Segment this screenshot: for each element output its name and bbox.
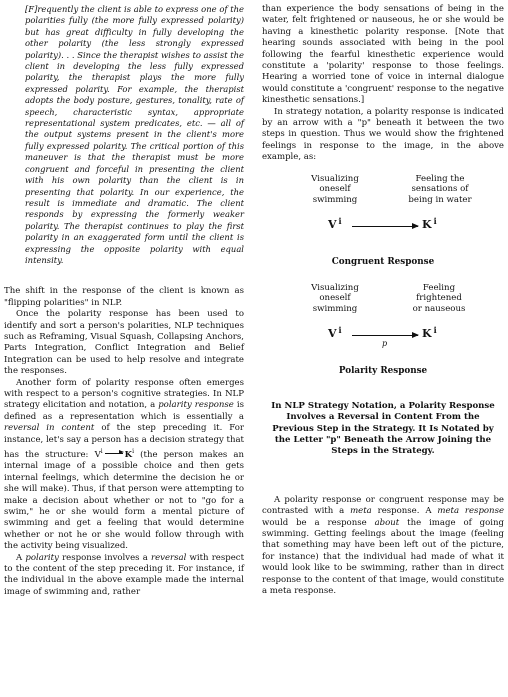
diagram1-right-label: Feeling the sensations of being in water <box>408 173 472 205</box>
paragraph-cognitive-strategies: Another form of polarity response often emerges with respect to a person's cognitive strategies. In NLP strategy elicitation and notation, a polarity response is defined as a representation which is essentially a reversal in content of the step preceding it. For instance, let's say a person has a decision strategy that has the structure: $V^i$ $K^i$ (the person makes an internal image of a possible choice and then gets internal feelings, which determine the decision he or she will make). Thus, if that person were attempting to make a decision about whether or not to "go for a swim," he or she would form a mental picture of swimming and get a feeling that would determine whether or not he or she would follow through with the activity being visualized. <box>4 377 245 552</box>
paragraph-kinesthetic-polarity: than experience the body sensations of being in the water, felt frightened or nauseous, he or she would be having a kinesthetic polarity response. [Note that hearing sounds associated with being in the pool following the fearful kinesthetic experience would constitute a 'polarity' response to those feelings. Hearing a worried tone of voice in internal dialogue would constitute a 'congruent' response to the negative kinesthetic sensations.] <box>262 4 504 106</box>
paragraph-techniques: Once the polarity response has been used to identify and sort a person's polarities, NLP techniques such as Reframing, Visual Squash, Collapsing Anchors, Parts Integration, Conflict Integration and Belief Integration can be used to help resolve and integrate the responses. <box>4 309 244 377</box>
block-quote: [F]requently the client is able to express one of the polarities fully (the more fully expressed polarity) but has great difficulty in fully developing the other polarity (the less strongly expressed polarity). . . Since the therapist wishes to assist the client in developing the less fully expressed polarity, the therapist plays the more fully expressed polarity. For example, the therapist adopts the body posture, gestures, tonality, rate of speech, characteristic syntax, appropriate representational system predicates, etc. — all of the output systems present in the client's more fully expressed polarity. The critical portion of this maneuver is that the therapist must be more congruent and forceful in presenting the client with his own polarity than the client is in presenting that polarity. In our experience, the result is immediate and dramatic. The client responds by expressing the formerly weaker polarity. The therapist continues to play the first polarity in an exaggerated form until the client is expressing the opposite polarity with equal intensity. <box>25 4 244 265</box>
congruent-response-caption: Congruent Response <box>331 256 435 267</box>
diagram2-right-label: Feeling frightened or nauseous <box>412 282 466 314</box>
diagram1-left-label: Visualizing oneself swimming <box>311 173 359 205</box>
paragraph-strategy-notation: In strategy notation, a polarity response is indicated by an arrow with a "p" beneath it between the two steps in question. Thus we would show the frightened feelings in response to the image, in the above example, as: <box>262 106 504 163</box>
figure-caption-bold: In NLP Strategy Notation, a Polarity Response Involves a Reversal in Content From the Previous Step in the Strategy. It Is Notated by the Letter "p" Beneath the Arrow Joining the Steps in the Strategy. <box>271 400 495 457</box>
diagram1-arrow-icon <box>352 226 418 227</box>
diagram1-to-step: K $^i$ <box>422 215 437 231</box>
diagram2-from-step: V $^i$ <box>328 324 342 340</box>
polarity-response-caption: Polarity Response <box>338 365 428 376</box>
paragraph-flipping-polarities: The shift in the response of the client is known as "flipping polarities" in NLP. <box>4 286 244 308</box>
paragraph-meta-response: A polarity response or congruent response may be contrasted with a meta response. A meta response would be a response about the image of going swimming. Getting feelings about the image (feeling that something may have been left out of the picture, for instance) that the individual had made of what it would look like to be swimming, rather than in direct response to the content of that image, would constitute a meta response. <box>262 494 505 596</box>
diagram2-left-label: Visualizing oneself swimming <box>311 282 359 314</box>
polarity-response-diagram <box>262 283 504 358</box>
diagram2-arrow-icon <box>352 335 418 336</box>
diagram2-to-step: K $^i$ <box>422 324 437 340</box>
diagram1-from-step: V $^i$ <box>328 215 342 231</box>
paragraph-polarity-reversal: A polarity response involves a reversal with respect to the content of the step preceding it. For instance, if the individual in the above example made the internal image of swimming and, rather <box>4 552 245 597</box>
left-column <box>4 4 244 598</box>
diagram2-arrow-letter: p <box>382 338 388 348</box>
congruent-response-diagram <box>262 174 504 249</box>
inline-arrow-icon <box>105 453 123 454</box>
right-column <box>262 4 504 597</box>
